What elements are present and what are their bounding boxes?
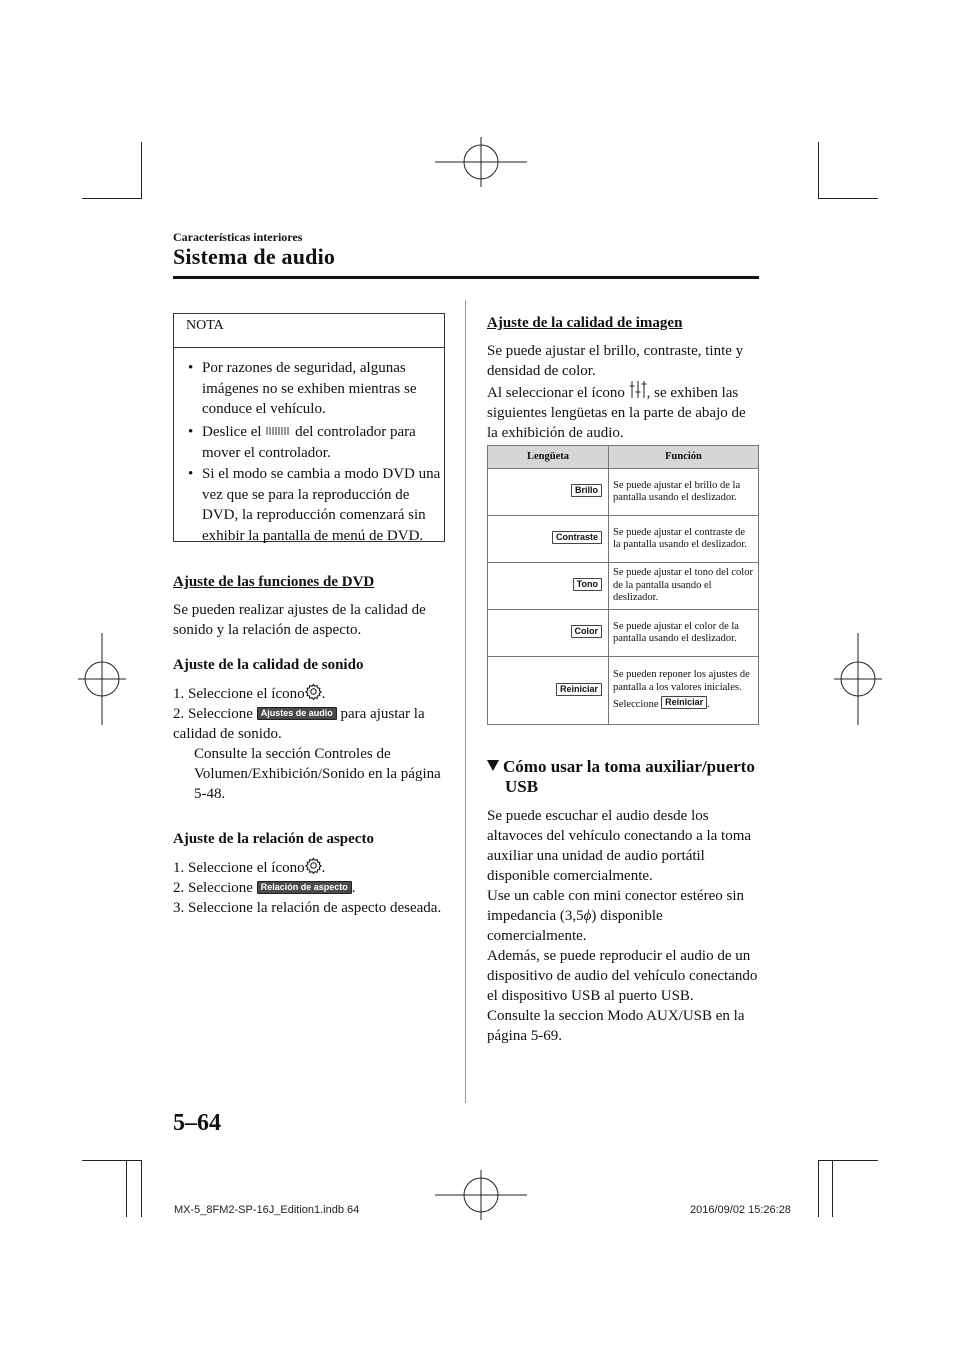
aux-text: Se puede escuchar el audio desde los altavoces del vehículo conectando a la toma auxiliar una unidad de audio portátil disponible comercialmente. (487, 808, 752, 884)
column-header: Lengüeta (488, 446, 609, 469)
table-cell: Se puede ajustar el contraste de la pantalla usando el deslizador. (609, 516, 759, 563)
table-cell: Se puede ajustar el color de la pantalla usando el deslizador. (609, 610, 759, 657)
slider-grip-icon (265, 426, 291, 436)
gear-icon (305, 857, 322, 874)
table-header-row (488, 446, 759, 469)
footer-file: MX-5_8FM2-SP-16J_Edition1.indb 64 (174, 1204, 360, 1216)
table-row (488, 610, 759, 657)
table-row (488, 469, 759, 516)
reset-tab[interactable]: Reiniciar (661, 696, 707, 709)
table-cell (488, 657, 609, 725)
note-item: Por razones de seguridad, algunas imágenes no se exhiben mientras se conduce el vehículo. (202, 360, 417, 417)
aspect-steps (173, 857, 445, 918)
registration-mark-icon (78, 633, 126, 725)
brightness-tab[interactable]: Brillo (571, 484, 602, 497)
step-item: 1. Seleccione el ícono . (173, 683, 445, 704)
note-item: Deslice el del controlador para mover el controlador. (202, 424, 416, 461)
table-cell (488, 516, 609, 563)
image-text: Se puede ajustar el brillo, contraste, tinte y densidad de color. (487, 343, 744, 379)
page-number: 5–64 (173, 1110, 221, 1136)
reset-tab[interactable]: Reiniciar (556, 683, 602, 696)
color-tab[interactable]: Color (571, 625, 603, 638)
bullet: • (188, 466, 194, 482)
triangle-bullet-icon (487, 760, 499, 771)
step-item: 3. Seleccione la relación de aspecto deseada. (173, 900, 442, 916)
header-rule (173, 276, 759, 279)
left-column (173, 572, 445, 918)
table-row (488, 516, 759, 563)
section-label: Características interiores (173, 230, 303, 244)
table-row (488, 657, 759, 725)
note-divider (174, 347, 444, 348)
image-adjust-icon (629, 381, 647, 398)
sound-steps (173, 683, 445, 804)
aux-text-4: Consulte la seccion Modo AUX/USB en la página 5-69. (487, 1008, 745, 1044)
image-heading: Ajuste de la calidad de imagen (487, 315, 683, 331)
sound-heading: Ajuste de la calidad de sonido (173, 657, 364, 673)
step-item: 2. Seleccione Relación de aspecto . (173, 880, 356, 896)
note-box (173, 313, 445, 542)
aux-text-3: Además, se puede reproducir el audio de un dispositivo de audio del vehículo conectando el dispositivo USB al puerto USB. (487, 948, 758, 1004)
aux-text-2: Use un cable con mini conector estéreo sin impedancia (3,5ϕ) disponible comercialmente. (487, 888, 744, 944)
page-title: Sistema de audio (173, 244, 336, 269)
right-column-top (487, 313, 759, 443)
registration-mark-icon (834, 633, 882, 725)
step-item: 2. Seleccione Ajustes de audio para ajustar la calidad de sonido. Consulte la sección Controles de Volumen/Exhibición/Sonido en la página 5-48. (173, 706, 441, 802)
table-row (488, 563, 759, 610)
table-cell (488, 469, 609, 516)
column-header: Función (609, 446, 759, 469)
right-column-bottom (487, 757, 759, 1046)
aspect-heading: Ajuste de la relación de aspecto (173, 831, 374, 847)
footer-date: 2016/09/02 15:26:28 (690, 1204, 791, 1216)
aux-heading: Cómo usar la toma auxiliar/puerto USB (487, 757, 759, 797)
column-divider (465, 300, 466, 1103)
step-item: 1. Seleccione el ícono . (173, 857, 445, 878)
table-cell (488, 563, 609, 610)
aspect-ratio-tab[interactable]: Relación de aspecto (257, 881, 352, 894)
gear-icon (305, 683, 322, 700)
note-item: Si el modo se cambia a modo DVD una vez que se para la reproducción de DVD, la reproducción comenzará sin exhibir la pantalla de menú de DVD. (202, 466, 441, 544)
dvd-heading: Ajuste de las funciones de DVD (173, 574, 375, 590)
image-text-2: Al seleccionar el ícono , se exhiben las siguientes lengüetas en la parte de abajo de la exhibición de audio. (487, 381, 759, 443)
audio-settings-tab[interactable]: Ajustes de audio (257, 707, 337, 720)
tab-function-table (487, 445, 759, 725)
registration-mark-icon (435, 1170, 527, 1220)
table-cell (488, 610, 609, 657)
registration-mark-icon (435, 137, 527, 187)
table-cell: Se pueden reponer los ajustes de pantalla a los valores iniciales. Seleccione Reiniciar . (609, 657, 759, 725)
note-title: NOTA (186, 318, 224, 333)
tone-tab[interactable]: Tono (573, 578, 602, 591)
table-cell: Se puede ajustar el brillo de la pantalla usando el deslizador. (609, 469, 759, 516)
bullet: • (188, 360, 194, 376)
dvd-text: Se pueden realizar ajustes de la calidad de sonido y la relación de aspecto. (173, 602, 426, 638)
contrast-tab[interactable]: Contraste (552, 531, 602, 544)
table-cell: Se puede ajustar el tono del color de la pantalla usando el deslizador. (609, 563, 759, 610)
bullet: • (188, 424, 194, 440)
